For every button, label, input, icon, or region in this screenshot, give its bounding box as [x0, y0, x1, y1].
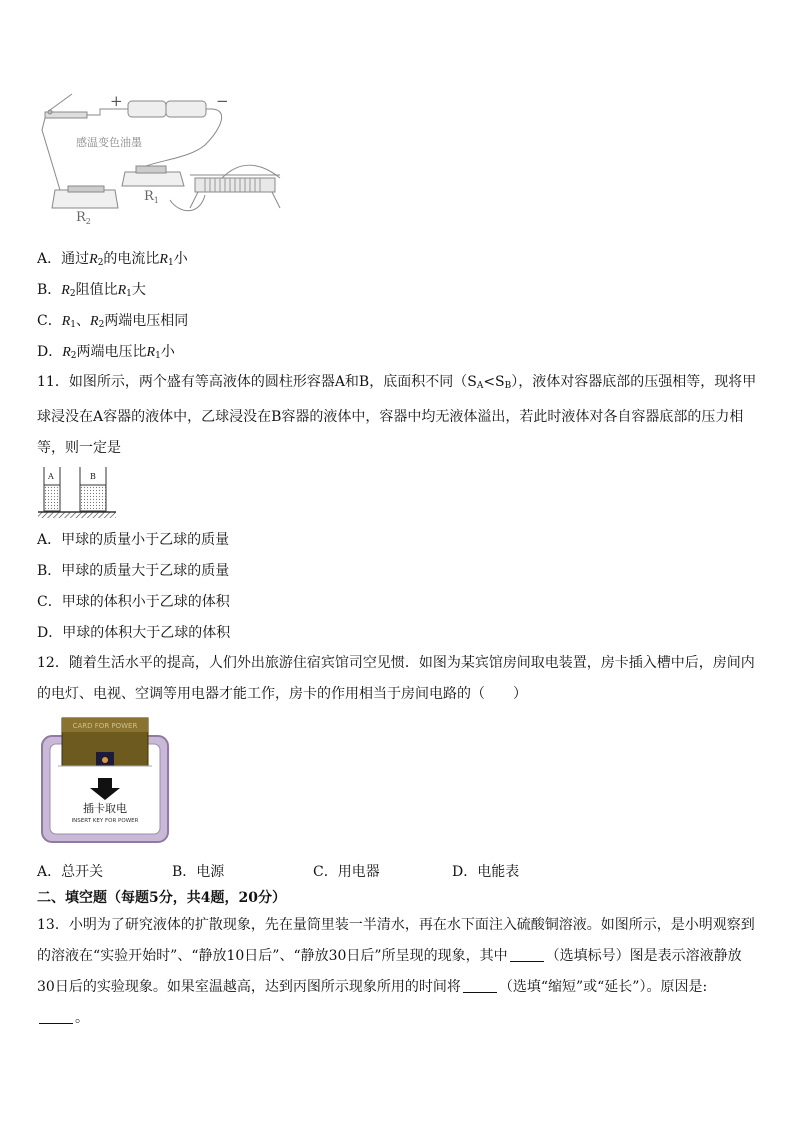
q13-blank-1[interactable] — [510, 947, 544, 962]
q11-option-d: D．甲球的体积大于乙球的体积 — [37, 625, 231, 641]
card-text: CARD FOR POWER — [72, 722, 138, 730]
q12-option-c: C．用电器 — [313, 864, 380, 880]
container-a-label: A — [48, 472, 54, 481]
q10-option-b: B．$R_2$阻值比$R_1$大 — [37, 282, 146, 299]
q12-question: 12．随着生活水平的提高，人们外出旅游住宿宾馆司空见惯．如图为某宾馆房间取电装置，房卡插入槽中后，房间内的电灯、电视、空调等用电器才能工作，房卡的作用相当于房间电路的（ ） — [37, 655, 755, 702]
q11-option-b: B．甲球的质量大于乙球的质量 — [37, 563, 230, 579]
slot-label-en: INSERT KEY FOR POWER — [71, 818, 139, 824]
q13-question: 13．小明为了研究液体的扩散现象，先在量筒里装一半清水，再在水下面注入硫酸铜溶液。如图所示，是小明观察到的溶液在“实验开始时”、“静放10日后”、“静放30日后”所呈现的现象，其中 （选填标号）图是表示溶液静放30日后的实验现象。如果室温越高，达到丙图所示现象所用的时间将 （选填“缩短”或“延长”）。原因是: 。 — [37, 917, 755, 1026]
q12-option-b: B．电源 — [172, 864, 225, 880]
circuit-figure — [40, 90, 290, 226]
battery-plus: + — [110, 92, 123, 110]
ink-label: 感温变色油墨 — [76, 136, 142, 149]
battery-minus: − — [216, 92, 229, 110]
section-heading: 二、填空题（每题5分，共4题，20分） — [37, 890, 286, 906]
q12-option-d: D．电能表 — [452, 864, 520, 880]
r2-label: $R_2$ — [76, 210, 91, 226]
r1-label: $R_1$ — [144, 189, 159, 205]
container-b-label: B — [90, 472, 96, 481]
card-slot-figure — [40, 716, 172, 846]
q10-option-d: D．$R_2$两端电压比$R_1$小 — [37, 344, 175, 361]
q11-option-c: C．甲球的体积小于乙球的体积 — [37, 594, 230, 610]
q10-option-a: A．通过$R_2$的电流比$R_1$小 — [37, 251, 188, 268]
containers-figure — [38, 465, 118, 521]
q12-option-a: A．总开关 — [37, 864, 104, 880]
q13-blank-3[interactable] — [39, 1009, 73, 1024]
q11-option-a: A．甲球的质量小于乙球的质量 — [37, 532, 230, 548]
q13-blank-2[interactable] — [463, 978, 497, 993]
q10-option-c: C．$R_1$、$R_2$两端电压相同 — [37, 313, 189, 330]
q11-question: 11．如图所示，两个盛有等高液体的圆柱形容器A和B，底面积不同$(S_A<S_B)$，液体对容器底部的压强相等，现将甲球浸没在A容器的液体中，乙球浸没在B容器的液体中，容器中均无液体溢出，若此时液体对各自容器底部的压力相等，则一定是 — [37, 374, 757, 456]
slot-label-cn: 插卡取电 — [83, 802, 127, 815]
